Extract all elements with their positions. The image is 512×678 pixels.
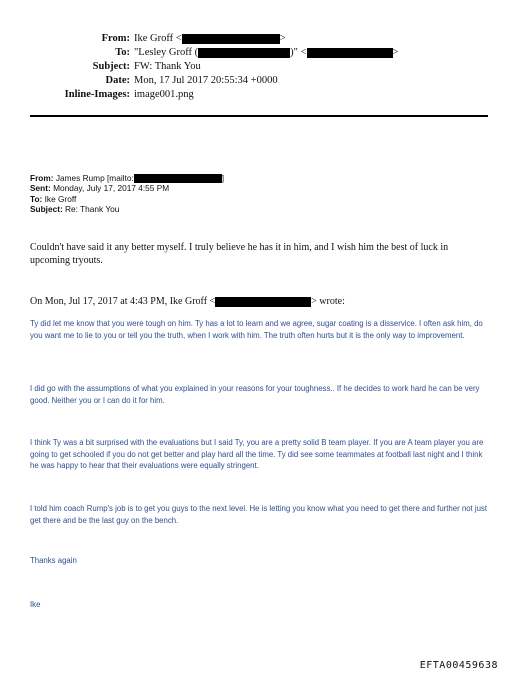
header-inline-label: Inline-Images: [64,89,130,100]
header-from-label: From: [101,33,130,44]
fwd-subject-row [30,204,490,214]
quote-intro [30,296,486,309]
quote-intro-start: On Mon, Jul 17, 2017 at 4:43 PM, Ike Groff < [30,296,216,307]
redaction-bar [134,173,225,183]
redaction-bar [198,48,290,58]
fwd-from-tail: ] [221,173,225,183]
header-inline-row [30,88,490,102]
quoted-paragraph: Ty did let me know that you were tough on him. Ty has a lot to learn and we agree, sugar coating is a disservice. I often ask him, do you want me to lie to you or tell you the truth, when I work with him. The truth often hurts but it is the only way to improvement. [30,319,483,340]
header-subject-value: FW: Thank You [134,61,201,72]
header-date-label: Date: [105,75,130,86]
header-inline-value: image001.png [134,89,194,100]
reply-text: Couldn't have said it any better myself. I truly believe he has it in him, and I wish him the best of luck in upcoming tryouts. [30,242,449,266]
quote-intro-end: > wrote: [311,296,345,307]
header-to-mid: )" < [290,47,307,58]
header-date-row [30,74,490,88]
header-subject-row [30,60,490,74]
fwd-to-label: To: [30,193,43,204]
header-from-tail: > [279,33,286,44]
fwd-from-row [30,173,490,183]
fwd-sent-label: Sent: [30,183,51,194]
fwd-sent-value: Monday, July 17, 2017 4:55 PM [53,183,170,194]
header-to-label: To: [115,47,130,58]
header-from-row [30,32,490,46]
quoted-paragraph: I think Ty was a bit surprised with the evaluations but I said Ty, you are a pretty solid B team player. If you are A team player you are going to get schooled if you do not get better and play hard all the time. Ty did see some teammates at football last night and I think he was happy to hear that their evaluations were equally stringent. [30,438,484,471]
fwd-subject-value: Re: Thank You [65,203,120,214]
fwd-subject-label: Subject: [30,203,63,214]
fwd-sent-row [30,183,490,193]
forwarded-header [30,173,490,214]
bates-number: EFTA00459638 [419,660,498,671]
fwd-to-value: Ike Groff [44,193,77,204]
header-to-row [30,46,490,60]
fwd-to-row [30,194,490,204]
quoted-closing: Thanks again [30,556,77,565]
header-date-value: Mon, 17 Jul 2017 20:55:34 +0000 [134,75,278,86]
fwd-from-value: James Rump [mailto: [55,173,134,183]
redaction-bar [307,48,393,58]
header-to-value: "Lesley Groff ( [134,47,199,58]
redaction-bar [215,297,311,307]
quoted-signature: Ike [30,600,41,609]
redaction-bar [182,34,280,44]
header-divider [30,115,488,117]
header-to-tail: > [392,47,399,58]
quoted-paragraph: I told him coach Rump's job is to get you guys to the next level. He is letting you know what you need to get there and further not just get there and be the last guy on the bench. [30,504,487,525]
fwd-from-label: From: [30,173,54,183]
header-subject-label: Subject: [92,61,130,72]
header-from-value: Ike Groff < [134,33,182,44]
quoted-paragraph: I did go with the assumptions of what you explained in your reasons for your toughness.. If he decides to work hard he can be very good. Neither you or I can do it for him. [30,384,480,405]
email-header [30,32,490,102]
